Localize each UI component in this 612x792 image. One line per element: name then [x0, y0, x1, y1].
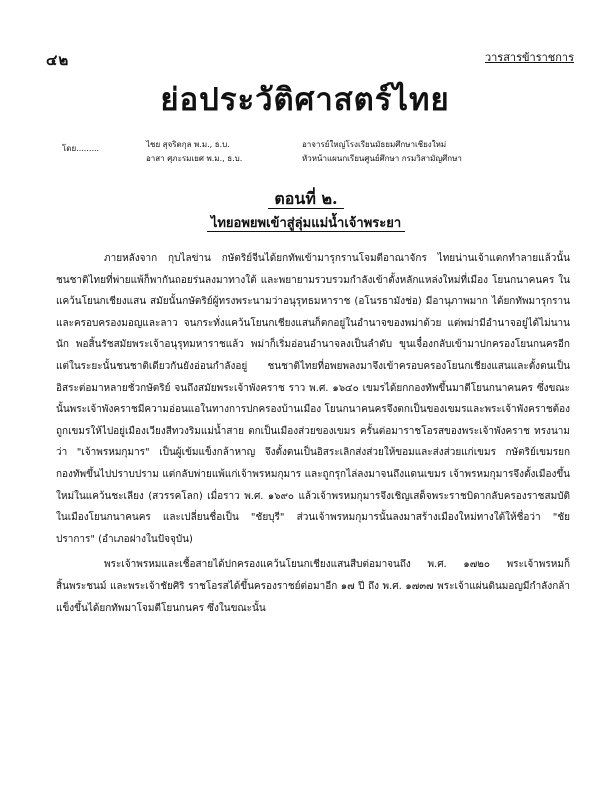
by-label: โดย.........	[62, 144, 100, 153]
article-body	[56, 248, 570, 619]
subtitle-text: ไทยอพยพเข้าสู่ลุ่มแม่น้ำเจ้าพระยา	[207, 216, 405, 232]
episode-heading	[0, 187, 612, 212]
episode-label: ตอนที่ ๒.	[268, 189, 343, 209]
section-subtitle	[0, 212, 612, 233]
author-row	[62, 138, 562, 152]
journal-name: วารสารข้าราชการ	[484, 51, 574, 64]
page-number: ๔๒	[46, 51, 70, 69]
body-paragraph: พระเจ้าพรหมและเชื้อสายได้ปกครองแคว้นโยนกเชียงแสนสืบต่อมาจนถึง พ.ศ. ๑๗๒๐ พระเจ้าพรหมก็สิ้นพระชนม์ และพระเจ้าชัยศิริ ราชโอรสได้ขึ้นครองราชย์ต่อมาอีก ๑๗ ปี ถึง พ.ศ. ๑๗๓๗ พระเจ้าแผ่นดินมอญมีกำลังกล้าแข็งขึ้นได้ยกทัพมาโจมตีโยนกนคร ซึ่งในขณะนั้น	[56, 559, 570, 614]
article-title: ย่อประวัติศาสตร์ไทย	[160, 82, 450, 118]
body-paragraph: ภายหลังจาก กุบไลข่าน กษัตริย์จีนได้ยกทัพเข้ามารุกรานโจมตีอาณาจักร ไทยน่านเจ้าแตกทำลายแล้วนั้น ชนชาติไทยที่พ่ายแพ้ก็พากันถอยร่นลงมาทางใต้ และพยายามรวบรวมกำลังเข้าตั้งหลักแหล่งใหม่ที่เมือง โยนกนาคนคร ในแคว้นโยนกเชียงแสน สมัยนั้นกษัตริย์ผู้ทรงพระนามว่าอนุรุทธมหาราช (อโนรธามังช่อ) มีอานุภาพมาก ได้ยกทัพมารุกรานและครอบครองมอญและลาว จนกระทั่งแคว้นโยนกเชียงแสนก็ตกอยู่ในอำนาจของพม่าด้วย แต่พม่ามีอำนาจอยู่ได้ไม่นานนัก พอสิ้นรัชสมัยพระเจ้าอนุรุทมหาราชแล้ว พม่าก็เริ่มอ่อนอำนาจลงเป็นลำดับ ขุนเจื๋องกลับเข้ามาปกครองโยนกนครอีก แต่ในระยะนั้นชนชาติเดียวกันยังอ่อนกำลังอยู่ ชนชาติไทยที่อพยพลงมาจึงเข้าครอบครองโยนกเชียงแสนและตั้งตนเป็นอิสระต่อมาหลายชั่วกษัตริย์ จนถึงสมัยพระเจ้าพังคราช ราว พ.ศ. ๑๖๔๐ เขมรได้ยกกองทัพขึ้นมาตีโยนกนาคนคร ซึ่งขณะนั้นพระเจ้าพังคราชมีความอ่อนแอในทางการปกครองบ้านเมือง โยนกนาคนครจึงตกเป็นของเขมรและพระเจ้าพังคราชต้องถูกเขมรให้ไปอยู่เมืองเวียงสีทวงริมแม่น้ำสาย ตกเป็นเมืองส่วยของเขมร ครั้นต่อมาราชโอรสของพระเจ้าพังคราช ทรงนามว่า "เจ้าพรหมกุมาร" เป็นผู้เข้มแข็งกล้าหาญ จึงตั้งตนเป็นอิสระเลิกส่งส่วยให้ขอมและส่งส่วยแก่เขมร กษัตริย์เขมรยกกองทัพขึ้นไปปราบปราม แต่กลับพ่ายแพ้แก่เจ้าพรหมกุมาร และถูกรุกไล่ลงมาจนถึงแดนเขมร เจ้าพรหมกุมารจึงตั้งเมืองขึ้นใหม่ในแคว้นชะเลียง (สวรรคโลก) เมื่อราว พ.ศ. ๑๖๙๐ แล้วเจ้าพรหมกุมารจึงเชิญเสด็จพระราชบิดากลับครองราชสมบัติในเมืองโยนกนาคนคร และเปลี่ยนชื่อเป็น "ชัยบุรี" ส่วนเจ้าพรหมกุมารนั้นลงมาสร้างเมืองใหม่ทางใต้ให้ชื่อว่า "ชัยปราการ" (อำเภอฝางในปัจจุบัน)	[56, 253, 570, 545]
author-name: อาสา ศุภะรมเยศ พ.ม., ธ.บ.	[146, 154, 243, 163]
author-name: ไชย สุจริตกุล พ.ม., ธ.บ.	[146, 140, 230, 149]
author-byline	[62, 138, 562, 166]
author-row	[62, 152, 562, 166]
author-position: อาจารย์ใหญ่โรงเรียนมัธยมศึกษาเชียงใหม่	[302, 140, 447, 149]
author-position: หัวหน้าแผนกเรียนศูนย์ศึกษา กรมวิสามัญศึกษา	[302, 154, 462, 163]
